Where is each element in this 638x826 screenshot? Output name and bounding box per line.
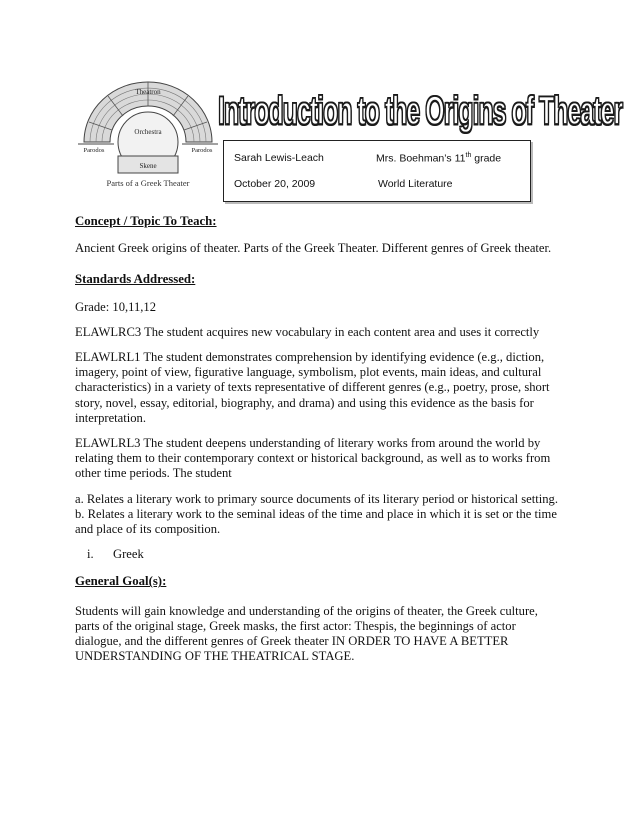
document-title [218,82,623,140]
diagram-caption: Parts of a Greek Theater [106,178,190,188]
label-parodos-right: Parodos [191,147,213,154]
standard-item-a: a. Relates a literary work to primary source documents of its literary period or historical setting. [75,491,558,506]
sub-item-text: Greek [113,547,144,562]
grade-levels: Grade: 10,11,12 [75,299,157,314]
concept-text: Ancient Greek origins of theater. Parts of the Greek Theater. Different genres of Greek theater. [75,241,552,256]
goals-heading: General Goal(s): [75,574,167,589]
label-orchestra: Orchestra [134,128,162,136]
label-theatron: Theatron [135,88,161,96]
standard-item-b: b. Relates a literary work to the seminal ideas of the time and place in which it is set or the time and place of its composition. [75,506,557,537]
lesson-date: October 20, 2009 [234,178,316,190]
sub-item-greek [87,547,565,562]
concept-heading: Concept / Topic To Teach: [75,214,217,228]
greek-theater-diagram [74,74,222,192]
standards-heading: Standards Addressed: [75,272,196,287]
standard-elawlrl3: ELAWLRL3 The student deepens understanding of literary works from around the world by relating them to their contemporary context or historical background, as well as to works from other time periods. The student [75,436,551,481]
teacher-class-suffix: grade [471,152,502,165]
standard-elawlrl1: ELAWLRL1 The student demonstrates comprehension by identifying evidence (e.g., diction, imagery, point of view, figurative language, symbolism, plot events, main ideas, and cultural characteristics) in a variety of texts representative of different genres (e.g., poetry, prose, short story, novel, essay, editorial, biography, and drama) and using this evidence as the basis for interpretation. [75,350,550,425]
lesson-content [75,214,565,674]
label-parodos-left: Parodos [83,147,105,154]
goals-text: Students will gain knowledge and understanding of the origins of theater, the Greek culture, parts of the original stage, Greek masks, the first actor: Thespis, the beginnings of actor dialogue, and the different genres of Greek theater IN ORDER TO HAVE A BETTER UNDERSTANDING OF THE THEATRICAL STAGE. [75,603,538,664]
author-name: Sarah Lewis-Leach [234,152,324,164]
teacher-class-main: Mrs. Boehman’s 11 [376,152,466,165]
course-name: World Literature [378,178,453,190]
sub-item-number: i. [87,547,94,562]
label-skene: Skene [139,162,157,170]
teacher-class-ordinal: th [465,152,472,159]
info-box [223,140,531,202]
document-title-text: Introduction to the Origins of Theater [218,88,623,133]
standard-elawlrc3: ELAWLRC3 The student acquires new vocabulary in each content area and uses it correctly [75,324,540,339]
theater-plan-illustration [74,74,222,178]
teacher-class [376,152,501,165]
